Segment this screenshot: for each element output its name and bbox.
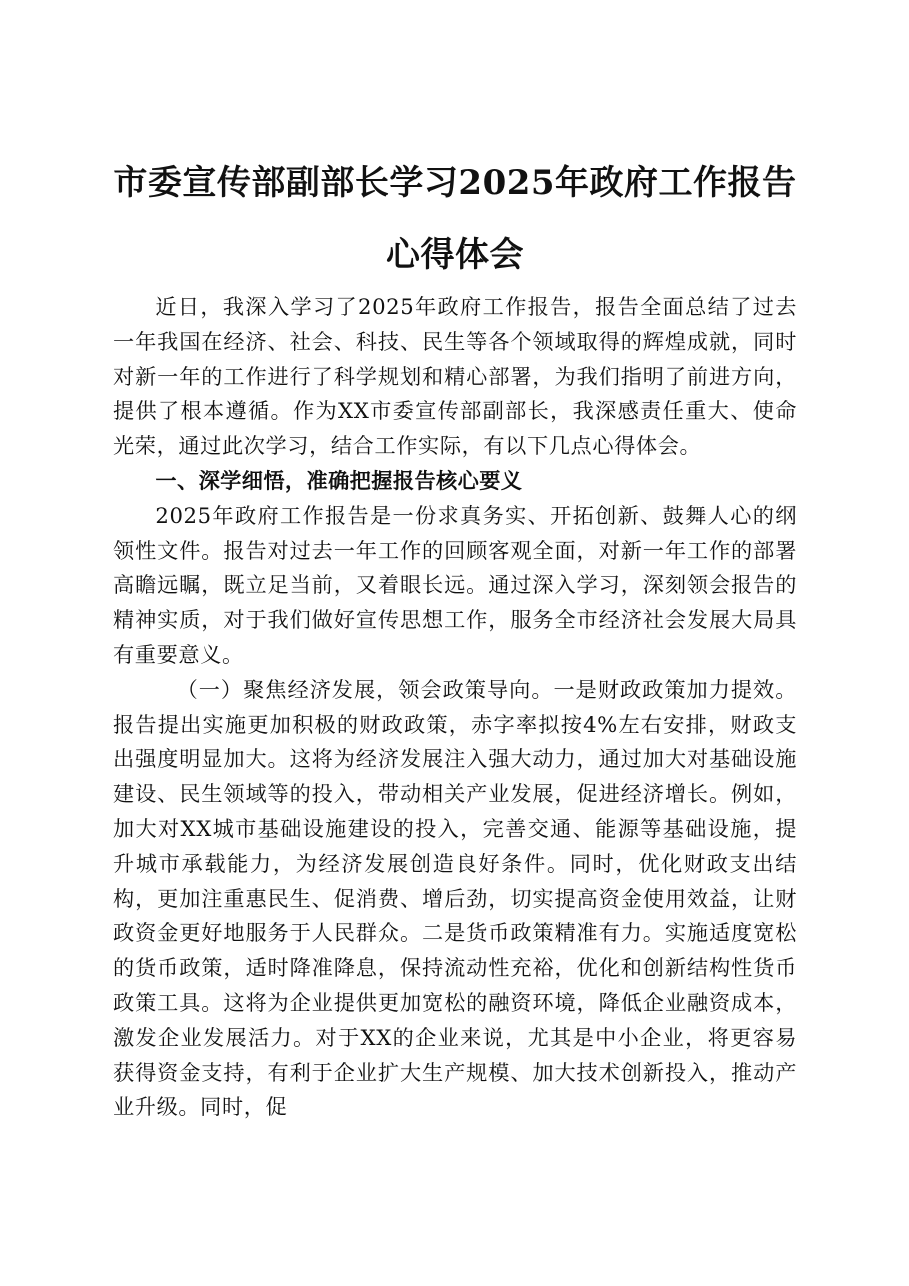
title-line-2: 心得体会: [386, 235, 524, 275]
section-heading-1: 一、深学细悟，准确把握报告核心要义: [155, 467, 523, 493]
document-content: [113, 158, 797, 1125]
document-title: [113, 158, 797, 280]
document-body: [113, 290, 797, 1125]
title-line-1: 市委宣传部副部长学习2025年政府工作报告: [113, 163, 797, 203]
subsection-paragraph-1: （一）聚焦经济发展，领会政策导向。一是财政政策加力提效。报告提出实施更加积极的财政政策，赤字率拟按4%左右安排，财政支出强度明显加大。这将为经济发展注入强大动力，通过加大对基础设施建设、民生领域等的投入，带动相关产业发展，促进经济增长。例如，加大对XX城市基础设施建设的投入，完善交通、能源等基础设施，提升城市承载能力，为经济发展创造良好条件。同时，优化财政支出结构，更加注重惠民生、促消费、增后劲，切实提高资金使用效益，让财政资金更好地服务于人民群众。二是货币政策精准有力。实施适度宽松的货币政策，适时降准降息，保持流动性充裕，优化和创新结构性货币政策工具。这将为企业提供更加宽松的融资环境，降低企业融资成本，激发企业发展活力。对于XX的企业来说，尤其是中小企业，将更容易获得资金支持，有利于企业扩大生产规模、加大技术创新投入，推动产业升级。同时，促: [113, 676, 797, 1120]
section-paragraph-1: 2025年政府工作报告是一份求真务实、开拓创新、鼓舞人心的纲领性文件。报告对过去一年工作的回顾客观全面，对新一年工作的部署高瞻远瞩，既立足当前，又着眼长远。通过深入学习，深刻领会报告的精神实质，对于我们做好宣传思想工作，服务全市经济社会发展大局具有重要意义。: [113, 502, 797, 667]
intro-paragraph: 近日，我深入学习了2025年政府工作报告，报告全面总结了过去一年我国在经济、社会、科技、民生等各个领域取得的辉煌成就，同时对新一年的工作进行了科学规划和精心部署，为我们指明了前进方向，提供了根本遵循。作为XX市委宣传部副部长，我深感责任重大、使命光荣，通过此次学习，结合工作实际，有以下几点心得体会。: [113, 294, 797, 459]
